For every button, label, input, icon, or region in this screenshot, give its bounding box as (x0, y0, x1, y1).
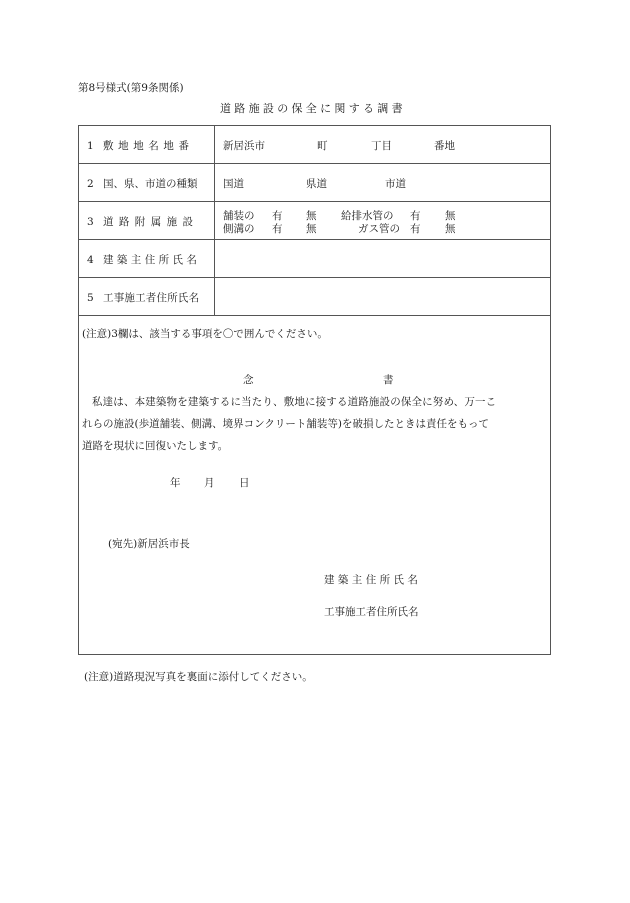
row-1-label (87, 138, 211, 153)
note-bottom: (注意)道路現況写真を裏面に添付してください。 (84, 671, 313, 683)
gas-pipe-no-option[interactable]: 無 (445, 223, 456, 235)
water-pipe-label: 給排水管の (341, 210, 394, 222)
row-3-label (87, 214, 211, 229)
pledge-heading-right: 書 (383, 374, 394, 386)
chome-label: 丁目 (371, 140, 392, 152)
contractor-address-field[interactable] (223, 278, 543, 314)
banchi-label: 番地 (434, 140, 455, 152)
row-2-label (87, 176, 211, 191)
row-1-number: 1 (87, 140, 94, 152)
pledge-heading-left: 念 (243, 374, 254, 386)
kendo-option[interactable]: 県道 (306, 178, 327, 190)
row-4-number: 4 (87, 254, 94, 266)
row-3-label-text: 道路附属施設 (103, 216, 199, 228)
addressee: (宛先)新居浜市長 (108, 538, 190, 550)
date-month: 月 (204, 477, 215, 489)
row-1-label-text: 敷地地名地番 (103, 140, 194, 152)
gutter-yes-option[interactable]: 有 (272, 223, 283, 235)
row-2-number: 2 (87, 178, 94, 190)
row-4-label-text: 建築主住所氏名 (103, 254, 201, 266)
row-2-label-text: 国、県、市道の種類 (103, 178, 198, 190)
pledge-body-line-3: 道路を現状に回復いたします。 (82, 440, 229, 452)
note-inside: (注意)3欄は、該当する事項を〇で囲んでください。 (82, 328, 328, 340)
page-title: 道路施設の保全に関する調書 (220, 102, 406, 115)
pledge-body-line-2: れらの施設(歩道舗装、側溝、境界コンクリート舗装等)を破損したときは責任をもって (82, 418, 489, 430)
row-4-label (87, 252, 211, 267)
pledge-body-line-1: 私達は、本建築物を建築するに当たり、敷地に接する道路施設の保全に努め、万一こ (92, 396, 497, 408)
row-5-number: 5 (87, 292, 94, 304)
water-pipe-yes-option[interactable]: 有 (410, 210, 421, 222)
gutter-label: 側溝の (223, 223, 255, 235)
row-3-number: 3 (87, 216, 94, 228)
form-number: 第8号様式(第9条関係) (78, 82, 184, 94)
gas-pipe-label: ガス管の (358, 223, 400, 235)
signature-owner-label: 建築主住所氏名 (324, 574, 422, 586)
date-year: 年 (170, 477, 181, 489)
form-table (78, 125, 551, 655)
pavement-label: 舗装の (223, 210, 255, 222)
date-day: 日 (239, 477, 250, 489)
gutter-no-option[interactable]: 無 (306, 223, 317, 235)
column-divider (214, 126, 215, 315)
pavement-no-option[interactable]: 無 (306, 210, 317, 222)
shido-option[interactable]: 市道 (385, 178, 406, 190)
owner-address-field[interactable] (223, 240, 543, 276)
row-divider (79, 201, 550, 202)
pavement-yes-option[interactable]: 有 (272, 210, 283, 222)
row-divider (79, 163, 550, 164)
water-pipe-no-option[interactable]: 無 (445, 210, 456, 222)
cho-label: 町 (317, 140, 328, 152)
gas-pipe-yes-option[interactable]: 有 (410, 223, 421, 235)
signature-contractor-label: 工事施工者住所氏名 (324, 606, 419, 618)
row-5-label (87, 290, 211, 305)
kokudo-option[interactable]: 国道 (223, 178, 244, 190)
city-name: 新居浜市 (223, 140, 265, 152)
row-5-label-text: 工事施工者住所氏名 (103, 292, 200, 304)
row-divider (79, 315, 550, 316)
